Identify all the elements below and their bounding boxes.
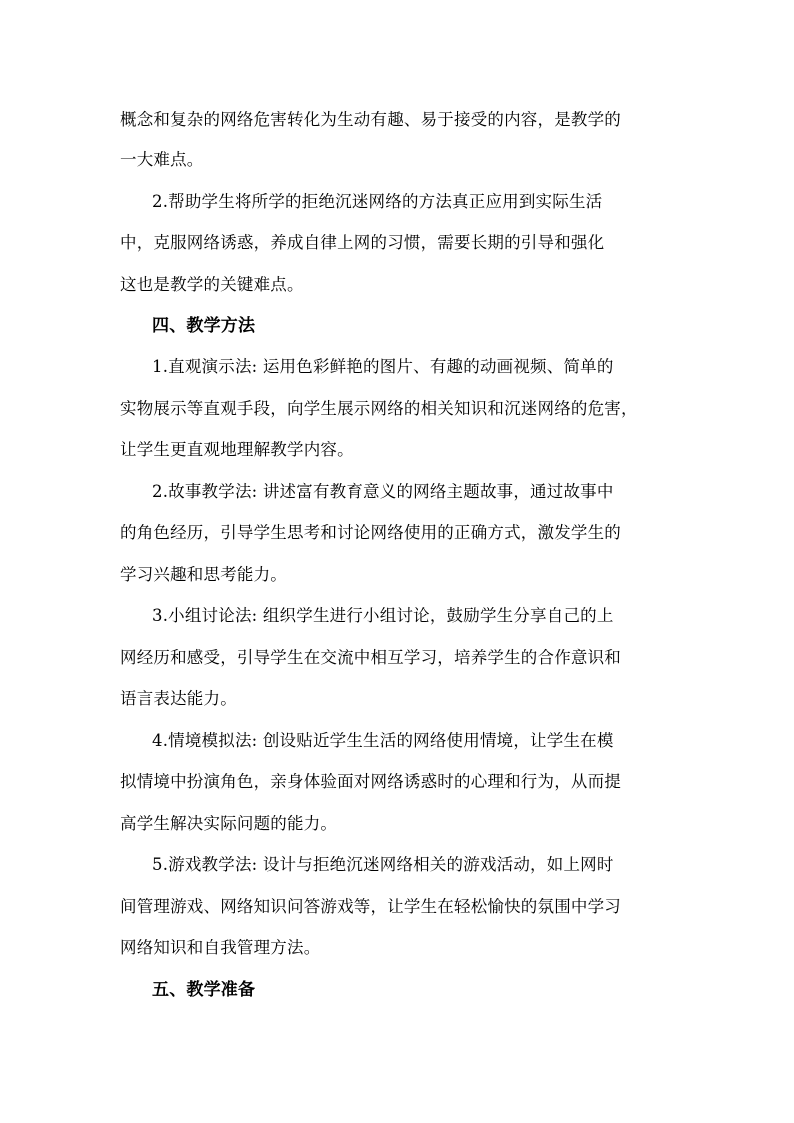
- text-line: 语言表达能力。: [120, 689, 237, 708]
- text-line: 概念和复杂的网络危害转化为生动有趣、易于接受的内容，是教学的: [120, 110, 621, 129]
- text-line: 这也是教学的关键难点。: [120, 275, 304, 294]
- text-line: 让学生更直观地理解教学内容。: [120, 440, 354, 459]
- text-line: 高学生解决实际问题的能力。: [120, 814, 338, 833]
- text-line: 网络知识和自我管理方法。: [120, 938, 321, 957]
- text-line: 4.情境模拟法: 创设贴近学生生活的网络使用情境，让学生在模: [152, 731, 614, 750]
- section-heading: 五、教学准备: [152, 980, 256, 1000]
- text-line: 间管理游戏、网络知识问答游戏等，让学生在轻松愉快的氛围中学习: [120, 897, 621, 916]
- text-line: 实物展示等直观手段，向学生展示网络的相关知识和沉迷网络的危害，: [120, 399, 638, 418]
- text-line: 一大难点。: [120, 150, 204, 169]
- text-line: 学习兴趣和思考能力。: [120, 565, 287, 584]
- text-line: 2.帮助学生将所学的拒绝沉迷网络的方法真正应用到实际生活: [152, 192, 603, 211]
- section-heading: 四、教学方法: [152, 316, 256, 336]
- text-line: 的角色经历，引导学生思考和讨论网络使用的正确方式，激发学生的: [120, 523, 621, 542]
- text-line: 2.故事教学法: 讲述富有教育意义的网络主题故事，通过故事中: [152, 482, 614, 501]
- text-line: 中，克服网络诱惑，养成自律上网的习惯，需要长期的引导和强化: [120, 233, 605, 252]
- text-line: 1.直观演示法: 运用色彩鲜艳的图片、有趣的动画视频、简单的: [152, 357, 614, 376]
- text-line: 拟情境中扮演角色，亲身体验面对网络诱惑时的心理和行为，从而提: [120, 772, 621, 791]
- text-line: 5.游戏教学法: 设计与拒绝沉迷网络相关的游戏活动，如上网时: [152, 855, 614, 874]
- text-line: 3.小组讨论法: 组织学生进行小组讨论，鼓励学生分享自己的上: [152, 606, 614, 625]
- text-line: 网经历和感受，引导学生在交流中相互学习，培养学生的合作意识和: [120, 648, 621, 667]
